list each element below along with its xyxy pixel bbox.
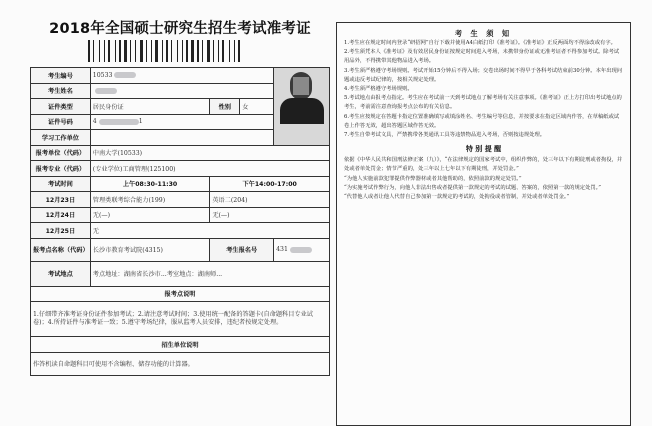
instruction-6: 6.考生应按规定在答题卡指定位置准确填写或填涂姓名、考生编号等信息，并按要求在指定区域内作答，在草稿纸或试卷上作答无效，超出答题区域作答无效。 [344,113,620,129]
barcode [88,40,288,62]
name-label: 考生姓名 [31,83,91,99]
pm-label: 下午14:00-17:00 [210,176,330,192]
time-label: 考试时间 [31,176,91,192]
gender-value: 女 [240,99,274,115]
am-label: 上午08:30-11:30 [90,176,210,192]
date-2-am: 无(—) [90,207,210,223]
id-no-value: 4 1 [90,114,273,130]
reminder-3: “为实施考试作弊行为，向他人非法出售或者提供第一款规定的考试的试题、答案的，依照第一款的规定处罚。” [344,184,602,191]
site-no-label: 考生报名号 [210,238,274,261]
instruction-2: 2.考生须凭本人《准考证》及有效居民身份证按规定时间进入考场，未携带身份证或无准考证者不得参加考试。除考试用品外，不得携带其他物品进入考场。 [344,49,620,65]
work-unit-label: 学习工作单位 [31,130,91,146]
apply-major-value: (专业学位)工商管理(125100) [90,161,329,177]
instruction-3: 3.考生须严格遵守考场规则。考试开始15分钟后不得入场；交卷出场时间不得早于各科考试结束前30分钟。本年出现问题或违反考试纪律的，按相关规定处理。 [344,67,623,83]
photo [274,68,330,146]
instruction-7: 7.考生自带考试文具，严禁携带各类通讯工具等违禁物品进入考场，否则按违规处理。 [344,132,546,139]
instructions-heading: 考 生 须 知 [454,29,513,38]
apply-unit-value: 中南大学(10533) [90,145,329,161]
reminder-4: “代替他人或者让他人代替自己参加第一款规定的考试的，处拘役或者管制，并处或者单处罚金。” [344,194,570,201]
unit-title: 招生单位说明 [31,337,330,353]
site-label: 报考点名称（代码） [31,238,91,261]
place-label: 考试地点 [31,261,91,286]
unit-text: 作答机读自命题科目可使用不含编程、储存功能的计算器。 [31,352,330,375]
date-1-pm: 英语二(204) [210,192,330,208]
page-title: 2018年全国硕士研究生招生考试准考证 [49,21,311,37]
place-value: 考点地址：湖南省长沙市...考室地点：湖南师... [90,261,329,286]
work-unit-value [90,130,273,146]
id-no-label: 证件号码 [31,114,91,130]
instruction-1: 1.考生应在规定时间内登录“研招网”自行下载并使用A4白纸打印《准考证》。《准考证》正反两面均不得涂改或有字。 [344,40,616,46]
date-2: 12月24日 [31,207,91,223]
date-3: 12月25日 [31,223,91,239]
apply-unit-label: 报考单位（代码） [31,145,91,161]
apply-major-label: 报考专业（代码） [31,161,91,177]
exam-no-value: 10533 [90,68,273,84]
exam-no-label: 考生编号 [31,68,91,84]
instruction-4: 4.考生须严格遵守考场规则。 [344,86,413,93]
date-1-am: 管理类联考综合能力(199) [90,192,210,208]
notes-title: 报考点说明 [31,286,330,302]
site-no-value: 431 [274,238,330,261]
instructions-panel [336,22,631,426]
gender-label: 性别 [210,99,240,115]
special-reminder-heading: 特 别 提 醒 [465,145,502,154]
date-3-am: 无 [90,223,329,239]
date-1: 12月23日 [31,192,91,208]
site-value: 长沙市教育考试院(4315) [90,238,210,261]
instruction-5: 5.考试地点由报考点指定。考生应在考试前一天到考试地点了解考场有关注意事项。《准考证》正上方打印出考试地点的考生，考前需注意查询报考点公布的有关信息。 [344,95,622,111]
name-value [90,83,273,99]
notes-text: 1.仔细带齐准考证身份证件参加考试；2.请注意考试时间；3.使用统一配备的答题卡(自命题科目专业试卷)；4.所持证件与准考证一致；5.遵守考场纪律，服从监考人员安排，违纪者按规定处理。 [31,302,330,337]
date-2-pm: 无(—) [210,207,330,223]
id-type-value: 居民身份证 [90,99,210,115]
reminder-2: “为他人实施前款犯罪提供作弊器材或者其他帮助的，依照前款的规定处罚。” [344,175,522,182]
id-type-label: 证件类型 [31,99,91,115]
info-table [30,67,330,376]
reminder-1: 依据《中华人民共和国刑法修正案（九）》，“在法律规定的国家考试中，组织作弊的，处三年以下有期徒刑或者拘役，并处或者单处罚金；情节严重的，处三年以上七年以下有期徒刑，并处罚金。” [344,157,623,173]
